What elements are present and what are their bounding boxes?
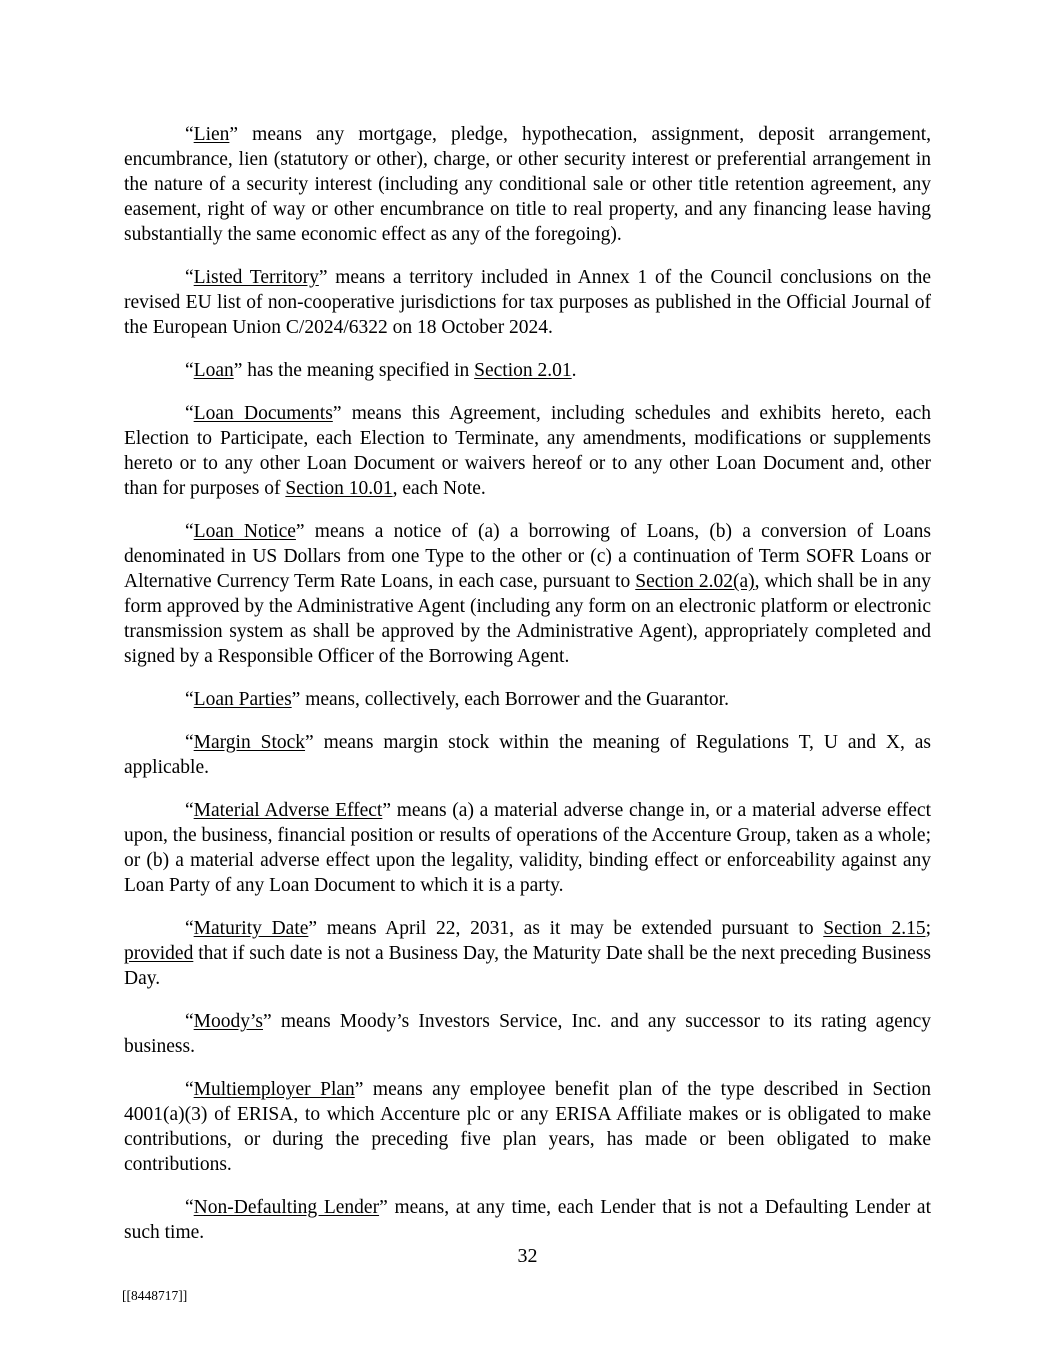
definition-paragraph-margin-stock: “Margin Stock” means margin stock within the meaning of Regulations T, U and X, as applicable. <box>124 732 931 778</box>
definition-paragraph-loan: “Loan” has the meaning specified in Section 2.01. <box>185 360 577 381</box>
defined-term: Listed Territory <box>193 267 319 288</box>
defined-term: Loan <box>193 360 234 381</box>
definition-paragraph-loan-documents: “Loan Documents” means this Agreement, including schedules and exhibits hereto, each Election to Participate, each Election to Terminate, any amendments, modifications or supplements hereto or to any other Loan Document or waivers hereof or to any other Loan Document and, other than for purposes of Section 10.01, each Note. <box>124 403 931 499</box>
defined-term: Maturity Date <box>193 918 309 939</box>
definition-paragraph-moodys: “Moody’s” means Moody’s Investors Service, Inc. and any successor to its rating agency business. <box>124 1011 931 1057</box>
definition-paragraph-listed-territory: “Listed Territory” means a territory included in Annex 1 of the Council conclusions on the revised EU list of non-cooperative jurisdictions for tax purposes as published in the Official Journal of the European Union C/2024/6322 on 18 October 2024. <box>124 267 931 338</box>
page-number: 32 <box>517 1245 538 1267</box>
defined-term: Non-Defaulting Lender <box>193 1197 380 1218</box>
definition-paragraph-lien: “Lien” means any mortgage, pledge, hypothecation, assignment, deposit arrangement, encumbrance, lien (statutory or other), charge, or other security interest or preferential arrangement in the nature of a security interest (including any conditional sale or other title retention agreement, any easement, right of way or other encumbrance on title to real property, and any financing lease having substantially the same economic effect as any of the foregoing). <box>124 124 931 245</box>
defined-term: Loan Notice <box>193 521 296 542</box>
defined-term: Moody’s <box>193 1011 264 1032</box>
defined-term: Multiemployer Plan <box>193 1079 355 1100</box>
defined-term: provided <box>124 943 194 964</box>
defined-term: Material Adverse Effect <box>193 800 383 821</box>
defined-term: Section 2.02(a) <box>635 571 755 592</box>
footer-tag: [[8448717]] <box>122 1288 188 1303</box>
definition-paragraph-material-adverse-effect: “Material Adverse Effect” means (a) a material adverse change in, or a material adverse effect upon, the business, financial position or results of operations of the Accenture Group, taken as a whole; or (b) a material adverse effect upon the legality, validity, binding effect or enforceability against any Loan Party of any Loan Document to which it is a party. <box>124 800 931 896</box>
definition-paragraph-loan-notice: “Loan Notice” means a notice of (a) a borrowing of Loans, (b) a conversion of Loans denominated in US Dollars from one Type to the other or (c) a continuation of Term SOFR Loans or Alternative Currency Term Rate Loans, in each case, pursuant to Section 2.02(a), which shall be in any form approved by the Administrative Agent (including any form on an electronic platform or electronic transmission system as shall be approved by the Administrative Agent), appropriately completed and signed by a Responsible Officer of the Borrowing Agent. <box>124 521 931 667</box>
defined-term: Section 2.15 <box>823 918 926 939</box>
document-body <box>124 122 931 1263</box>
defined-term: Section 10.01 <box>285 478 393 499</box>
defined-term: Loan Parties <box>193 689 292 710</box>
definition-paragraph-loan-parties: “Loan Parties” means, collectively, each Borrower and the Guarantor. <box>185 689 729 710</box>
definition-paragraph-non-defaulting-lender: “Non-Defaulting Lender” means, at any time, each Lender that is not a Defaulting Lender at such time. <box>124 1197 931 1243</box>
defined-term: Margin Stock <box>193 732 306 753</box>
defined-term: Loan Documents <box>193 403 333 424</box>
definition-paragraph-maturity-date: “Maturity Date” means April 22, 2031, as it may be extended pursuant to Section 2.15; provided that if such date is not a Business Day, the Maturity Date shall be the next preceding Business Day. <box>124 918 931 989</box>
defined-term: Lien <box>193 124 230 145</box>
defined-term: Section 2.01 <box>474 360 572 381</box>
definition-paragraph-multiemployer-plan: “Multiemployer Plan” means any employee benefit plan of the type described in Section 4001(a)(3) of ERISA, to which Accenture plc or any ERISA Affiliate makes or is obligated to make contributions, or during the preceding five plan years, has made or been obligated to make contributions. <box>124 1079 932 1175</box>
